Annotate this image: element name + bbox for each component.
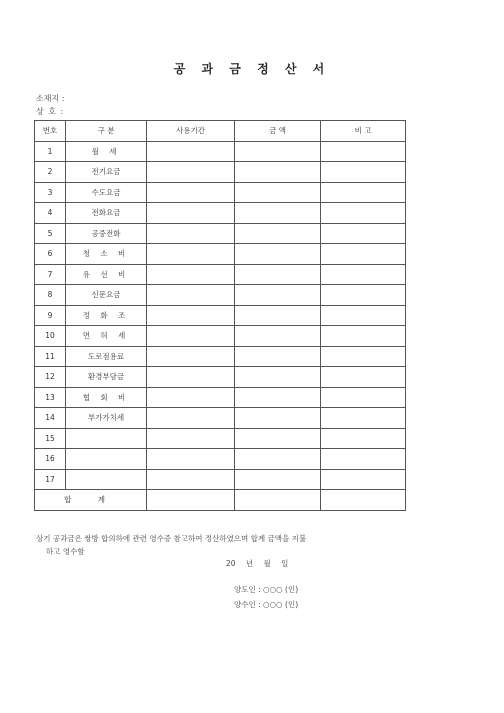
row-remarks [321, 203, 406, 224]
table-header-row [35, 121, 406, 142]
transferor-signature: 양도인 : ○○○ (인) [234, 585, 299, 594]
row-category: 청 소 비 [66, 244, 147, 265]
row-amount [235, 408, 321, 429]
row-category: 부가가치세 [66, 408, 147, 429]
row-number: 6 [35, 244, 66, 265]
row-amount [235, 264, 321, 285]
table-row [35, 305, 406, 326]
row-number: 7 [35, 264, 66, 285]
row-usage-period [147, 387, 235, 408]
row-number: 17 [35, 469, 66, 490]
table-row [35, 346, 406, 367]
row-remarks [321, 469, 406, 490]
row-number: 15 [35, 428, 66, 449]
row-usage-period [147, 162, 235, 183]
row-usage-period [147, 244, 235, 265]
row-number: 9 [35, 305, 66, 326]
table-row [35, 326, 406, 347]
settlement-table [34, 120, 406, 511]
row-amount [235, 223, 321, 244]
row-remarks [321, 428, 406, 449]
table-row [35, 449, 406, 470]
row-number: 16 [35, 449, 66, 470]
row-number: 13 [35, 387, 66, 408]
header-usage-period: 사용기간 [147, 121, 235, 142]
row-category [66, 449, 147, 470]
row-amount [235, 162, 321, 183]
statement-line-1: 상기 공과금은 쌍방 합의하에 관련 영수증 참고하여 정산하였으며 합계 금액을 지불 [36, 534, 307, 543]
row-number: 8 [35, 285, 66, 306]
row-usage-period [147, 408, 235, 429]
row-number: 4 [35, 203, 66, 224]
row-amount [235, 449, 321, 470]
row-usage-period [147, 305, 235, 326]
table-row [35, 203, 406, 224]
row-category: 환경부담금 [66, 367, 147, 388]
row-remarks [321, 264, 406, 285]
row-amount [235, 367, 321, 388]
table-row [35, 244, 406, 265]
table-row [35, 141, 406, 162]
row-remarks [321, 408, 406, 429]
row-amount [235, 141, 321, 162]
statement [36, 532, 306, 558]
row-remarks [321, 346, 406, 367]
table-row [35, 285, 406, 306]
table-row [35, 387, 406, 408]
table-row [35, 367, 406, 388]
row-category: 유 선 비 [66, 264, 147, 285]
header-number: 번호 [35, 121, 66, 142]
row-amount [235, 285, 321, 306]
table-row [35, 182, 406, 203]
row-remarks [321, 223, 406, 244]
row-usage-period [147, 469, 235, 490]
table-row [35, 162, 406, 183]
table-row [35, 428, 406, 449]
header-remarks: 비 고 [321, 121, 406, 142]
row-category: 도로점용료 [66, 346, 147, 367]
row-usage-period [147, 182, 235, 203]
header-amount: 금 액 [235, 121, 321, 142]
row-category: 신문요금 [66, 285, 147, 306]
row-category: 면 허 세 [66, 326, 147, 347]
row-amount [235, 326, 321, 347]
row-category: 월 세 [66, 141, 147, 162]
row-usage-period [147, 264, 235, 285]
row-remarks [321, 367, 406, 388]
row-number: 3 [35, 182, 66, 203]
total-row [35, 490, 406, 511]
statement-line-2: 하고 영수함 [46, 547, 85, 556]
row-number: 10 [35, 326, 66, 347]
row-category: 전기요금 [66, 162, 147, 183]
row-usage-period [147, 367, 235, 388]
row-remarks [321, 326, 406, 347]
row-amount [235, 305, 321, 326]
row-number: 11 [35, 346, 66, 367]
row-remarks [321, 182, 406, 203]
row-usage-period [147, 428, 235, 449]
row-category: 전화요금 [66, 203, 147, 224]
row-remarks [321, 141, 406, 162]
row-amount [235, 182, 321, 203]
table-row [35, 469, 406, 490]
location-label: 소재지 : [36, 94, 65, 103]
row-usage-period [147, 346, 235, 367]
row-remarks [321, 387, 406, 408]
row-amount [235, 203, 321, 224]
row-usage-period [147, 449, 235, 470]
row-usage-period [147, 141, 235, 162]
row-category: 협 회 비 [66, 387, 147, 408]
header-category: 구 분 [66, 121, 147, 142]
row-remarks [321, 449, 406, 470]
row-usage-period [147, 223, 235, 244]
date-line: 20 년 월 일 [226, 559, 289, 568]
row-number: 2 [35, 162, 66, 183]
row-remarks [321, 305, 406, 326]
row-amount [235, 244, 321, 265]
row-category [66, 469, 147, 490]
row-remarks [321, 162, 406, 183]
row-amount [235, 428, 321, 449]
row-amount [235, 469, 321, 490]
table-row [35, 408, 406, 429]
transferee-signature: 양수인 : ○○○ (인) [234, 600, 299, 609]
total-remarks-cell [321, 490, 406, 511]
total-usage-cell [147, 490, 235, 511]
row-amount [235, 346, 321, 367]
row-number: 1 [35, 141, 66, 162]
row-number: 5 [35, 223, 66, 244]
row-remarks [321, 285, 406, 306]
table-row [35, 264, 406, 285]
total-amount-cell [235, 490, 321, 511]
row-category [66, 428, 147, 449]
row-category: 정 화 조 [66, 305, 147, 326]
row-remarks [321, 244, 406, 265]
row-number: 12 [35, 367, 66, 388]
row-number: 14 [35, 408, 66, 429]
business-name-label: 상 호 : [36, 107, 65, 116]
row-category: 공중전화 [66, 223, 147, 244]
table-row [35, 223, 406, 244]
row-usage-period [147, 285, 235, 306]
row-category: 수도요금 [66, 182, 147, 203]
document-title: 공 과 금 정 산 서 [173, 62, 331, 76]
row-usage-period [147, 203, 235, 224]
row-usage-period [147, 326, 235, 347]
row-amount [235, 387, 321, 408]
total-label: 합 계 [35, 490, 147, 511]
